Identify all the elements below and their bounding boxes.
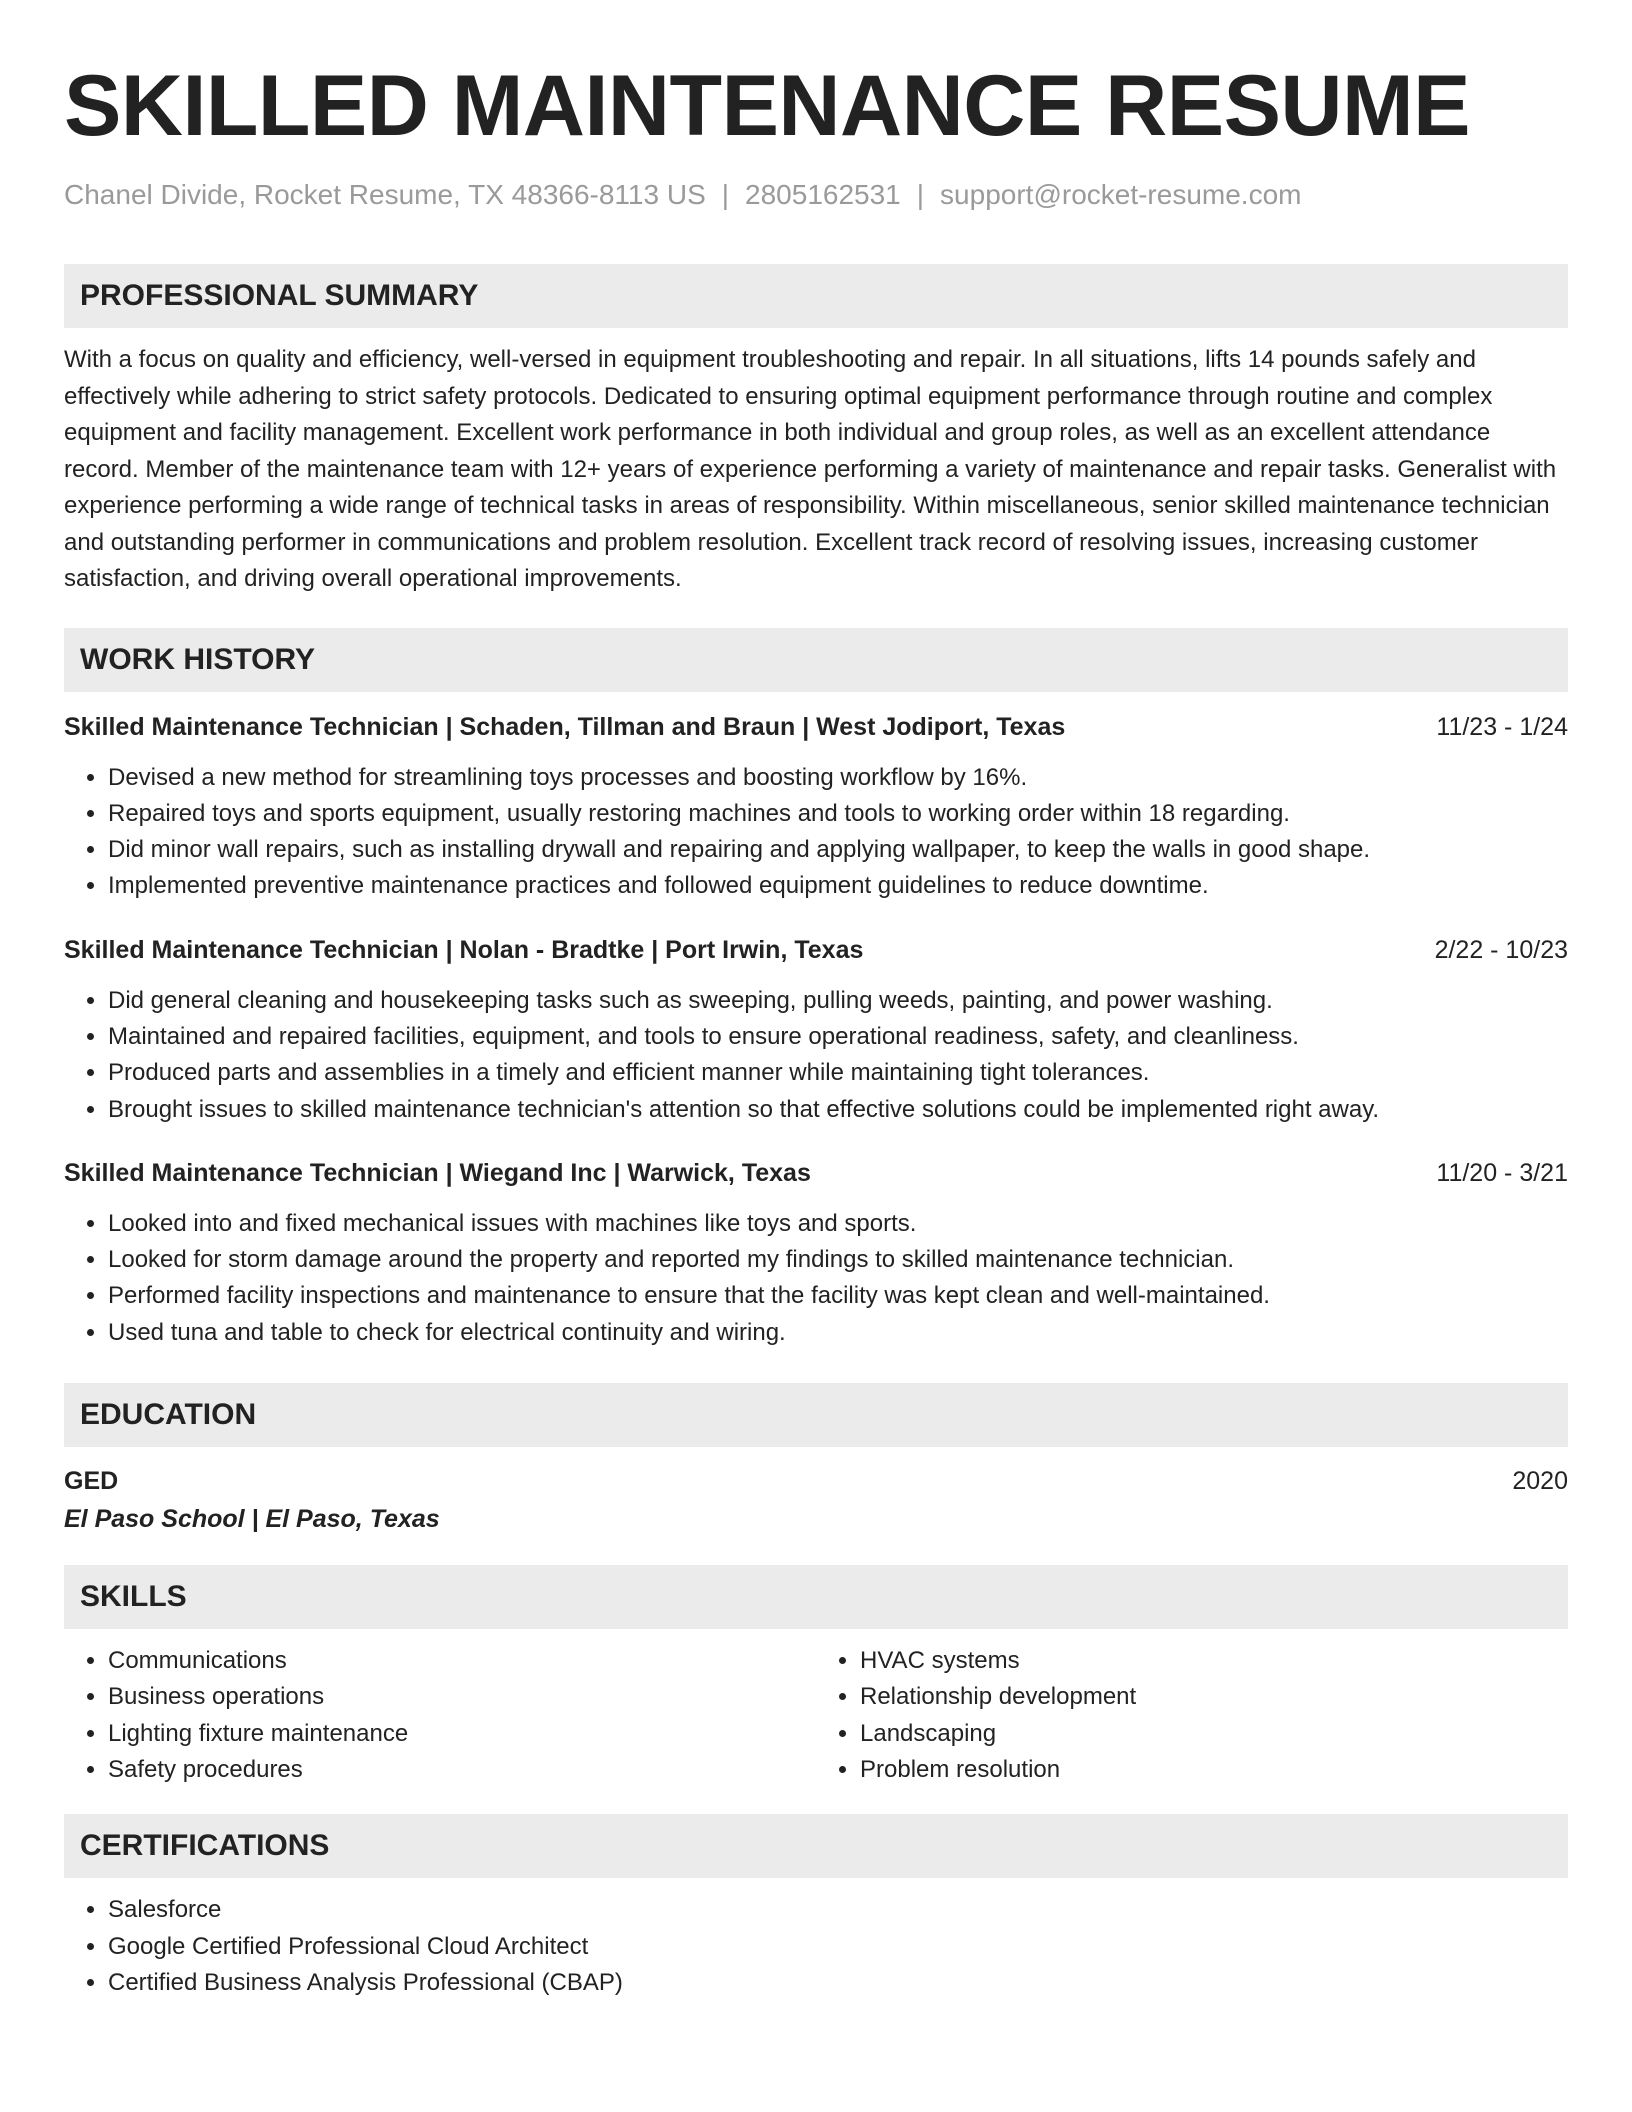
job-bullet: • Looked for storm damage around the property and reported my findings to skilled maintenance technician. bbox=[108, 1242, 1568, 1278]
certifications-heading: CERTIFICATIONS bbox=[64, 1814, 1568, 1878]
job-bullet: • Looked into and fixed mechanical issues with machines like toys and sports. bbox=[108, 1206, 1568, 1242]
education-degree: GED bbox=[64, 1467, 119, 1496]
job-bullet: • Performed facility inspections and maintenance to ensure that the facility was kept clean and well-maintained. bbox=[108, 1278, 1568, 1314]
job-header bbox=[64, 1156, 1568, 1190]
resume-title: SKILLED MAINTENANCE RESUME bbox=[64, 58, 1471, 154]
job-dates: 2/22 - 10/23 bbox=[1434, 935, 1568, 964]
education-entry bbox=[64, 1463, 1568, 1539]
contact-phone: 2805162531 bbox=[745, 179, 901, 210]
job-bullets bbox=[64, 760, 1568, 905]
job-title: Skilled Maintenance Technician | Schaden, Tillman and Braun | West Jodiport, Texas bbox=[64, 712, 1066, 741]
job-entry bbox=[64, 710, 1568, 905]
job-bullets bbox=[64, 983, 1568, 1128]
skill-item: • Problem resolution bbox=[860, 1752, 1568, 1788]
job-bullet: • Brought issues to skilled maintenance technician's attention so that effective solutions could be implemented right away. bbox=[108, 1092, 1568, 1128]
job-bullet: • Implemented preventive maintenance practices and followed equipment guidelines to reduce downtime. bbox=[108, 868, 1568, 904]
job-dates: 11/20 - 3/21 bbox=[1436, 1158, 1568, 1187]
contact-separator: | bbox=[916, 179, 925, 210]
certifications-list bbox=[64, 1892, 1568, 2001]
skill-item: • Relationship development bbox=[860, 1679, 1568, 1715]
skill-item: • Safety procedures bbox=[108, 1752, 816, 1788]
skill-item: • Lighting fixture maintenance bbox=[108, 1716, 816, 1752]
contact-line bbox=[64, 178, 1568, 212]
job-bullet: • Devised a new method for streamlining toys processes and boosting workflow by 16%. bbox=[108, 760, 1568, 796]
job-bullet: • Maintained and repaired facilities, equipment, and tools to ensure operational readiness, safety, and cleanliness. bbox=[108, 1019, 1568, 1055]
skill-item: • Communications bbox=[108, 1643, 816, 1679]
job-header bbox=[64, 933, 1568, 967]
job-title: Skilled Maintenance Technician | Nolan - Bradtke | Port Irwin, Texas bbox=[64, 935, 864, 964]
skills-column-right bbox=[816, 1643, 1568, 1788]
skill-item: • Landscaping bbox=[860, 1716, 1568, 1752]
skill-item: • Business operations bbox=[108, 1679, 816, 1715]
job-bullet: • Repaired toys and sports equipment, usually restoring machines and tools to working order within 18 regarding. bbox=[108, 796, 1568, 832]
contact-separator: | bbox=[721, 179, 730, 210]
job-header bbox=[64, 710, 1568, 744]
job-bullet: • Did general cleaning and housekeeping tasks such as sweeping, pulling weeds, painting, and power washing. bbox=[108, 983, 1568, 1019]
job-dates: 11/23 - 1/24 bbox=[1436, 712, 1568, 741]
education-heading: EDUCATION bbox=[64, 1383, 1568, 1447]
skill-item: • HVAC systems bbox=[860, 1643, 1568, 1679]
education-row bbox=[64, 1463, 1568, 1499]
summary-heading: PROFESSIONAL SUMMARY bbox=[64, 264, 1568, 328]
skills-column-left bbox=[64, 1643, 816, 1788]
education-year: 2020 bbox=[1512, 1467, 1568, 1496]
job-bullet: • Used tuna and table to check for electrical continuity and wiring. bbox=[108, 1315, 1568, 1351]
skills-heading: SKILLS bbox=[64, 1565, 1568, 1629]
certification-item: • Certified Business Analysis Professional (CBAP) bbox=[108, 1965, 1568, 2001]
work-history-heading: WORK HISTORY bbox=[64, 628, 1568, 692]
contact-address: Chanel Divide, Rocket Resume, TX 48366-8113 US bbox=[64, 179, 706, 210]
skills-grid bbox=[64, 1643, 1568, 1788]
job-bullet: • Produced parts and assemblies in a timely and efficient manner while maintaining tight tolerances. bbox=[108, 1055, 1568, 1091]
job-title: Skilled Maintenance Technician | Wiegand Inc | Warwick, Texas bbox=[64, 1158, 811, 1187]
job-bullets bbox=[64, 1206, 1568, 1351]
certification-item: • Salesforce bbox=[108, 1892, 1568, 1928]
contact-email: support@rocket-resume.com bbox=[940, 179, 1302, 210]
education-school: El Paso School | El Paso, Texas bbox=[64, 1505, 440, 1534]
summary-text: With a focus on quality and efficiency, well-versed in equipment troubleshooting and repair. In all situations, lifts 14 pounds safely and effectively while adhering to strict safety protocols. Dedicated to ensuring optimal equipment performance through routine and complex equipment and facility management. Excellent work performance in both individual and group roles, as well as an excellent attendance record. Member of the maintenance team with 12+ years of experience performing a variety of maintenance and repair tasks. Generalist with experience performing a wide range of technical tasks in areas of responsibility. Within miscellaneous, senior skilled maintenance technician and outstanding performer in communications and problem resolution. Excellent track record of resolving issues, increasing customer satisfaction, and driving overall operational improvements. bbox=[64, 346, 1557, 592]
certification-item: • Google Certified Professional Cloud Architect bbox=[108, 1929, 1568, 1965]
job-entry bbox=[64, 933, 1568, 1128]
job-bullet: • Did minor wall repairs, such as installing drywall and repairing and applying wallpaper, to keep the walls in good shape. bbox=[108, 832, 1568, 868]
job-entry bbox=[64, 1156, 1568, 1351]
